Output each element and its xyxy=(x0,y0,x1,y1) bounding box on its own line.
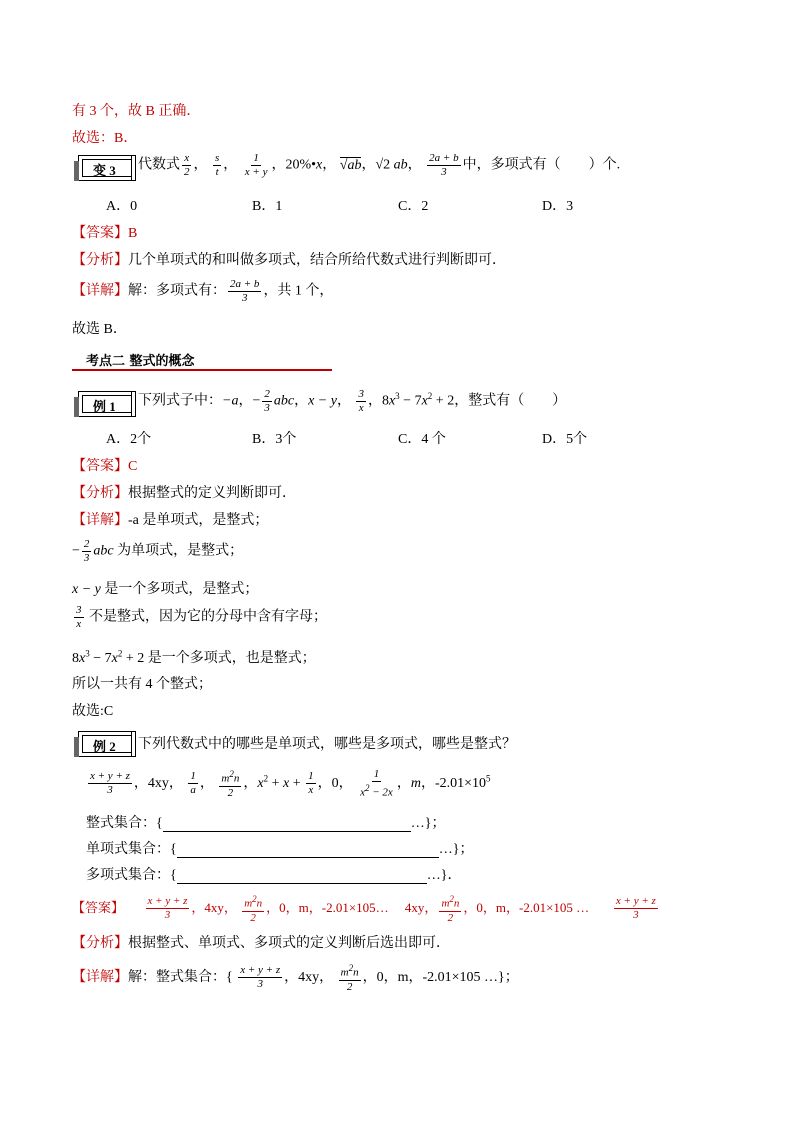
ex2-question: 下列代数式中的哪些是单项式，哪些是多项式，哪些是整式？ xyxy=(138,737,516,752)
var3-opt-d: D．3 xyxy=(542,199,574,214)
ex1-analysis: 【分析】根据整式的定义判断即可． xyxy=(72,486,296,501)
ex1-tag: 例 1 xyxy=(78,391,136,417)
ex1-detail-2: − $\frac{2}{3}$ abc 为单项式，是整式； xyxy=(72,538,244,564)
ex2-set-integral: 整式集合：{ …}； xyxy=(86,816,446,831)
ex1-detail-1: 【详解】-a 是单项式，是整式； xyxy=(72,513,269,528)
ex1-detail-6: 所以一共有 4 个整式； xyxy=(72,677,212,692)
var3-tag: 变 3 xyxy=(78,155,136,181)
ex2-tag: 例 2 xyxy=(78,731,136,757)
section-divider xyxy=(72,369,332,371)
var3-opt-b: B．1 xyxy=(252,199,283,214)
ex1-opt-a: A．2个 xyxy=(106,432,152,447)
top-line-2: 故选：B． xyxy=(72,131,138,146)
set-polynomial-blank[interactable] xyxy=(177,869,427,884)
var3-end: 故选 B． xyxy=(72,322,127,337)
ex1-opt-c: C．4 个 xyxy=(398,432,446,447)
var3-detail: 【详解】解：多项式有： $\frac{2a + b}{3}$ ，共 1 个， xyxy=(72,278,334,304)
set-monomial-blank[interactable] xyxy=(177,843,439,858)
ex1-end: 故选:C xyxy=(72,704,114,719)
set-integral-blank[interactable] xyxy=(163,817,411,832)
ex2-set-monomial: 单项式集合：{ …}； xyxy=(86,842,474,857)
ex1-answer: 【答案】C xyxy=(72,459,138,474)
var3-question: 代数式 $\frac{x}{2}$ ， $\frac{s}{t}$ ， $\frac{1}{x + y}$ ，20%•x， √ab，√2 ab， $\frac{2a + b}{3}$ 中，多项式有（ ）个. xyxy=(138,152,621,178)
ex1-question: 下列式子中：−a，− $\frac{2}{3}$ abc，x − y， $\frac{3}{x}$ ，$8x^3 - 7x^2 + 2$，整式有（ ） xyxy=(138,388,567,414)
ex2-set-polynomial: 多项式集合：{ …}． xyxy=(86,868,462,883)
ex2-analysis: 【分析】根据整式、单项式、多项式的定义判断后选出即可． xyxy=(72,936,450,951)
ex1-opt-b: B．3个 xyxy=(252,432,297,447)
ex1-detail-4: $\frac{3}{x}$ 不是整式，因为它的分母中含有字母； xyxy=(76,604,327,630)
section-title: 考点二 整式的概念 xyxy=(86,354,195,369)
var3-opt-c: C．2 xyxy=(398,199,429,214)
var3-opt-a: A．0 xyxy=(106,199,138,214)
ex1-opt-d: D．5个 xyxy=(542,432,588,447)
var3-answer: 【答案】B xyxy=(72,226,138,241)
ex1-detail-3: x − y 是一个多项式，是整式； xyxy=(72,582,259,597)
ex2-detail: 【详解】解：整式集合：{ $\frac{x + y + z}{3}$ ，4xy， $\frac{m^2n}{2}$ ，0，m，-2.01×105 …}； xyxy=(72,963,519,993)
ex1-detail-5: $8x^3 - 7x^2 + 2$ 是一个多项式，也是整式； xyxy=(72,648,316,666)
ex2-expressions: $\frac{x + y + z}{3}$ ，4xy， $\frac{1}{a}$ ， $\frac{m^2n}{2}$ ，$x^2 + x$ + $\frac{1}{x}$ ，0， $\frac{1}{x^2 - 2x}$ ，m，$-2.01\times 10^5$ xyxy=(90,768,491,799)
var3-analysis: 【分析】几个单项式的和叫做多项式，结合所给代数式进行判断即可． xyxy=(72,253,506,268)
top-line-1: 有 3 个，故 B 正确． xyxy=(72,104,201,119)
ex2-answer: 【答案】 $\frac{x + y + z}{3}$ ，4xy， $\frac{m^2n}{2}$ ，0，m，-2.01×105… 4xy， $\frac{m^2n}{2}$ ，0，m，-2.01×105 … $\frac{x + y + z}{3}$ xyxy=(72,894,656,924)
